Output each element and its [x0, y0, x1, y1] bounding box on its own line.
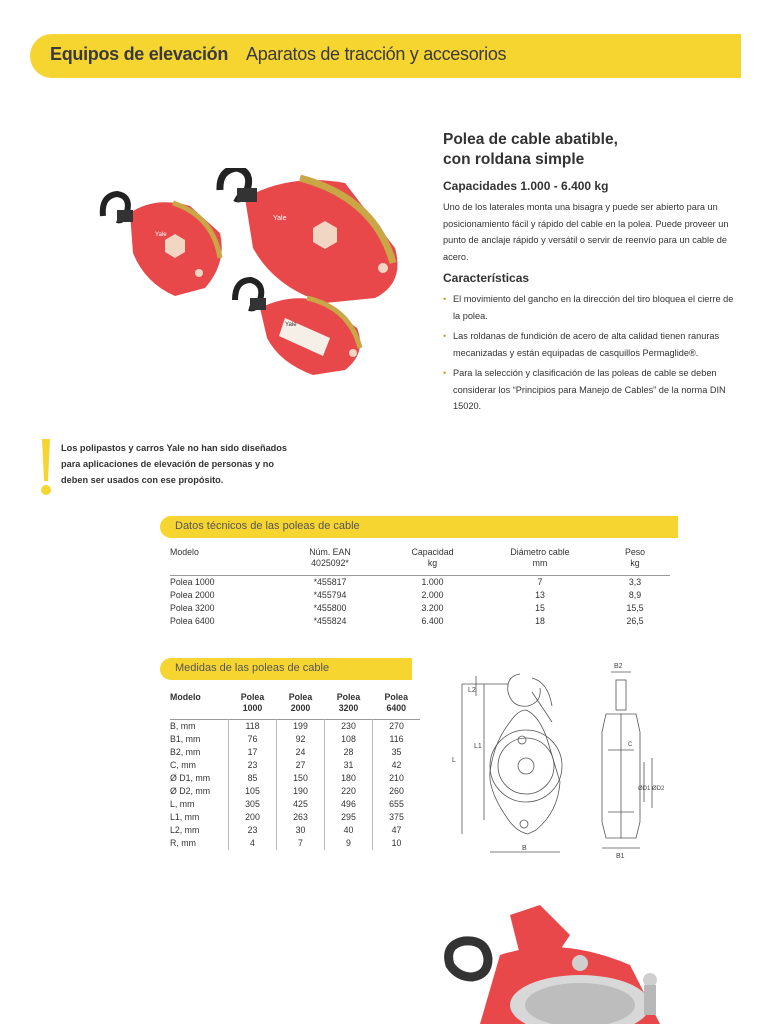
cell-value: 220 [325, 785, 373, 798]
brand-mark-1: Yale [155, 232, 167, 238]
table-row [170, 602, 670, 615]
cell-value: 118 [229, 720, 277, 734]
cell-value: 425 [277, 798, 325, 811]
col-header-polea-6400: Polea 6400 [384, 692, 408, 713]
cell-value: 85 [229, 772, 277, 785]
col-header-capacity: Capacidad kg [411, 547, 454, 568]
cell-model: Polea 3200 [170, 603, 215, 613]
cell-weight: 3,3 [628, 577, 642, 587]
dim-label-B2: B2 [614, 663, 623, 670]
cell-value: 31 [325, 759, 373, 772]
cell-value: 10 [373, 837, 421, 850]
cell-label: B2, mm [170, 747, 201, 757]
cell-label: R, mm [170, 838, 196, 848]
cell-ean: *455800 [313, 603, 347, 613]
cell-value: 305 [229, 798, 277, 811]
dim-label-B1: B1 [616, 853, 625, 860]
dim-label-L1: L1 [474, 743, 482, 750]
cell-value: 375 [373, 811, 421, 824]
cell-value: 28 [325, 746, 373, 759]
table-row [170, 733, 420, 746]
cell-value: 40 [325, 824, 373, 837]
features-list [443, 291, 738, 419]
product-description: Uno de los laterales monta una bisagra y puede ser abierto para un posicionamiento fácil y rápido del cable en la polea. Puede proveer un punto de anclaje rápido y versátil o servir de reenvío para un cable de acero. [443, 202, 729, 262]
cell-capacity: 2.000 [421, 590, 444, 600]
table-row [170, 615, 670, 628]
cell-value: 27 [277, 759, 325, 772]
col-header-model: Modelo [170, 547, 199, 557]
cell-value: 180 [325, 772, 373, 785]
table-row [170, 798, 420, 811]
brand-mark-3: Yale [285, 322, 297, 328]
cell-value: 23 [229, 824, 277, 837]
drawing-side-view [602, 672, 652, 848]
feature-item: • Para la selección y clasificación de las poleas de cable se deben considerar los “Principios para Manejo de Cables” de la norma DIN 15020. [443, 365, 738, 415]
table-row [170, 785, 420, 798]
warning-text: Los polipastos y carros Yale no han sido diseñados para aplicaciones de elevación de personas y no deben ser usados con ese propósito. [61, 443, 288, 485]
cell-value: 199 [277, 720, 325, 734]
cell-label: L2, mm [170, 825, 200, 835]
col-header-ean: Núm. EAN 4025092* [309, 547, 351, 568]
dimensions-table [170, 692, 420, 850]
cell-capacity: 1.000 [421, 577, 444, 587]
cell-label: Ø D1, mm [170, 773, 211, 783]
cell-diameter: 7 [537, 577, 543, 587]
cell-label: L1, mm [170, 812, 200, 822]
table-row [170, 576, 670, 590]
pulley-small-left [103, 194, 222, 296]
cell-value: 4 [229, 837, 277, 850]
col-header-weight: Peso kg [624, 547, 646, 568]
table-row [170, 811, 420, 824]
dim-label-B: B [522, 845, 527, 852]
cell-value: 270 [373, 720, 421, 734]
table-row [170, 837, 420, 850]
table-row [170, 589, 670, 602]
cell-value: 230 [325, 720, 373, 734]
col-header-polea-2000: Polea 2000 [288, 692, 313, 713]
dim-label-L: L [452, 757, 456, 764]
cell-value: 24 [277, 746, 325, 759]
cell-model: Polea 6400 [170, 616, 215, 626]
drawing-front-view [462, 674, 562, 852]
dim-label-D1: ØD1 [638, 786, 651, 792]
brand-mark-2: Yale [273, 215, 287, 222]
cell-value: 9 [325, 837, 373, 850]
product-title-line2: con roldana simple [443, 151, 585, 168]
cell-weight: 26,5 [626, 616, 644, 626]
dim-label-D2: ØD2 [652, 786, 665, 792]
col-header-polea-3200: Polea 3200 [336, 692, 361, 713]
cell-model: Polea 2000 [170, 590, 215, 600]
feature-item: • El movimiento del gancho en la dirección del tiro bloquea el cierre de la polea. [443, 291, 738, 324]
page-title: Equipos de elevación [50, 44, 229, 64]
tech-data-table [170, 547, 670, 628]
cell-value: 17 [229, 746, 277, 759]
table-row [170, 824, 420, 837]
cell-value: 35 [373, 746, 421, 759]
cell-label: L, mm [170, 799, 195, 809]
cell-value: 47 [373, 824, 421, 837]
table-row [170, 759, 420, 772]
dim-label-L2: L2 [468, 687, 476, 694]
product-title [443, 130, 743, 170]
tech-section-title: Datos técnicos de las poleas de cable [175, 520, 360, 532]
cell-value: 200 [229, 811, 277, 824]
feature-item: • Las roldanas de fundición de acero de alta calidad tienen ranuras mecanizadas y están equipadas de casquillos Permaglide®. [443, 328, 738, 361]
cell-value: 76 [229, 733, 277, 746]
cell-label: C, mm [170, 760, 196, 770]
table-row [170, 772, 420, 785]
cell-label: B1, mm [170, 734, 201, 744]
dims-section-title: Medidas de las poleas de cable [175, 662, 330, 674]
cell-ean: *455817 [313, 577, 347, 587]
cell-value: 655 [373, 798, 421, 811]
cell-value: 150 [277, 772, 325, 785]
cell-value: 30 [277, 824, 325, 837]
cell-value: 295 [325, 811, 373, 824]
cell-value: 210 [373, 772, 421, 785]
cell-diameter: 15 [535, 603, 545, 613]
product-title-line1: Polea de cable abatible, [443, 131, 618, 148]
cell-value: 7 [277, 837, 325, 850]
cell-value: 263 [277, 811, 325, 824]
technical-drawing [448, 662, 668, 862]
cell-label: B, mm [170, 721, 196, 731]
table-row [170, 746, 420, 759]
cell-value: 496 [325, 798, 373, 811]
warning-exclamation-icon [38, 437, 54, 497]
cell-value: 260 [373, 785, 421, 798]
cell-label: Ø D2, mm [170, 786, 211, 796]
cell-weight: 15,5 [626, 603, 644, 613]
cell-value: 105 [229, 785, 277, 798]
cell-model: Polea 1000 [170, 577, 215, 587]
col-header-polea-1000: Polea 1000 [240, 692, 265, 713]
cell-value: 92 [277, 733, 325, 746]
cell-diameter: 13 [535, 590, 545, 600]
product-capacity: Capacidades 1.000 - 6.400 kg [443, 179, 609, 193]
cell-value: 23 [229, 759, 277, 772]
cell-value: 116 [373, 733, 421, 746]
cell-value: 42 [373, 759, 421, 772]
cell-ean: *455794 [313, 590, 347, 600]
product-photo-pulleys [95, 168, 415, 383]
dim-label-C: C [628, 742, 633, 748]
page-subtitle: Aparatos de tracción y accesorios [246, 44, 507, 64]
cell-weight: 8,9 [628, 590, 642, 600]
features-heading: Características [443, 271, 530, 285]
product-photo-detail [440, 895, 690, 1024]
cell-capacity: 3.200 [421, 603, 444, 613]
cell-capacity: 6.400 [421, 616, 444, 626]
cell-ean: *455824 [313, 616, 347, 626]
col-header-diameter: Diámetro cable mm [510, 547, 570, 568]
cell-value: 190 [277, 785, 325, 798]
cell-diameter: 18 [535, 616, 545, 626]
col-header-model: Modelo [170, 692, 201, 702]
table-row [170, 720, 420, 734]
cell-value: 108 [325, 733, 373, 746]
